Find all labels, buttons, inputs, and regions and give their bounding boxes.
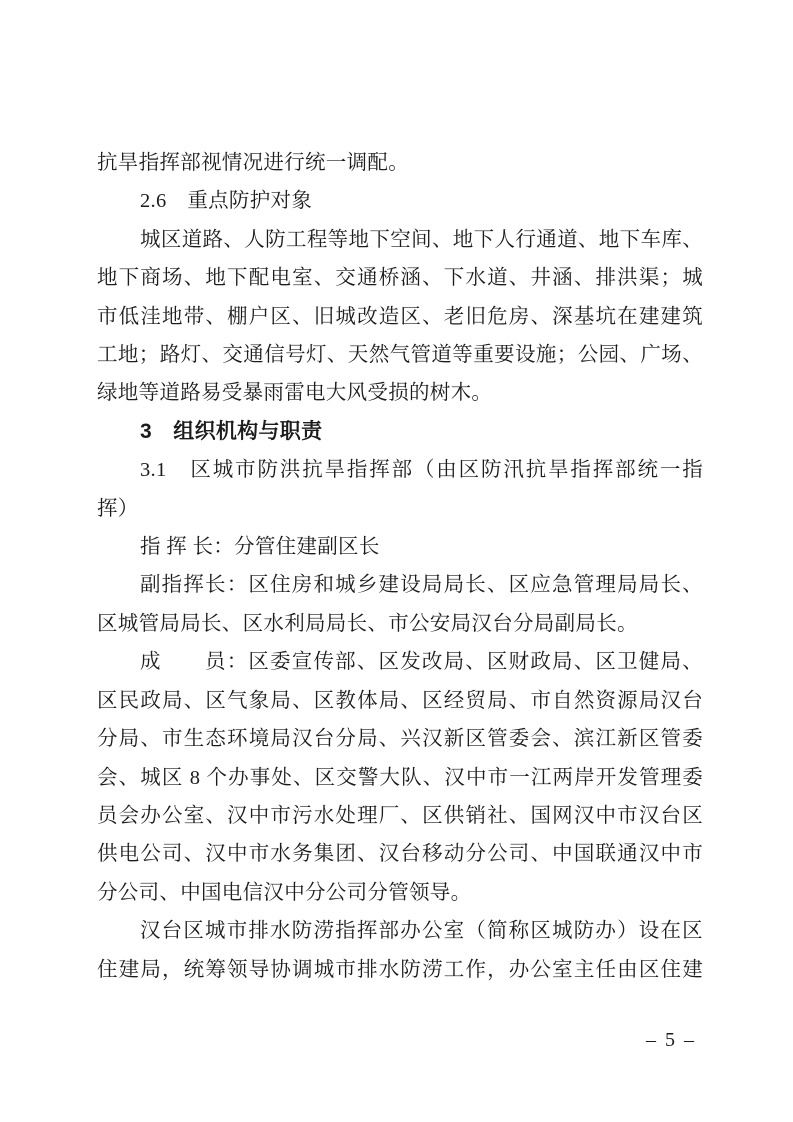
text-line: 员会办公室、汉中市污水处理厂、区供销社、国网汉中市汉台区 — [97, 804, 703, 827]
text-line: 绿地等道路易受暴雨雷电大风受损的树木。 — [97, 382, 493, 405]
text-line: 工地；路灯、交通信号灯、天然气管道等重要设施；公园、广场、 — [97, 344, 703, 367]
text-line: 副指挥长：区住房和城乡建设局局长、区应急管理局局长、 — [140, 574, 703, 597]
subsection-heading: 挥） — [97, 497, 139, 520]
text-line: 住建局，统筹领导协调城市排水防涝工作，办公室主任由区住建 — [97, 958, 703, 981]
text-line: 抗旱指挥部视情况进行统一调配。 — [97, 152, 409, 174]
text-line: 城区道路、人防工程等地下空间、地下人行通道、地下车库、 — [140, 228, 703, 251]
subsection-heading: 2.6 重点防护对象 — [140, 190, 313, 213]
text-line: 地下商场、地下配电室、交通桥涵、下水道、井涵、排洪渠；城 — [97, 267, 703, 290]
section-heading: 3 组织机构与职责 — [140, 419, 323, 443]
text-line: 区城管局局长、区水利局局长、市公安局汉台分局副局长。 — [97, 612, 638, 635]
text-line: 会、城区 8 个办事处、区交警大队、汉中市一江两岸开发管理委 — [97, 766, 703, 789]
text-line: 指 挥 长：分管住建副区长 — [140, 536, 380, 559]
text-line: 市低洼地带、棚户区、旧城改造区、老旧危房、深基坑在建建筑 — [97, 305, 703, 328]
text-line: 分局、市生态环境局汉台分局、兴汉新区管委会、滨江新区管委 — [97, 728, 703, 751]
subsection-heading: 3.1 区城市防洪抗旱指挥部（由区防汛抗旱指挥部统一指 — [140, 459, 703, 482]
text-line: 成 员：区委宣传部、区发改局、区财政局、区卫健局、 — [140, 651, 703, 674]
text-line: 分公司、中国电信汉中分公司分管领导。 — [97, 881, 472, 904]
text-line: 供电公司、汉中市水务集团、汉台移动分公司、中国联通汉中市 — [97, 843, 703, 866]
document-body — [97, 144, 703, 989]
page-number: – 5 – — [646, 1029, 696, 1051]
text-line: 区民政局、区气象局、区教体局、区经贸局、市自然资源局汉台 — [97, 689, 703, 712]
text-line: 汉台区城市排水防涝指挥部办公室（简称区城防办）设在区 — [140, 920, 703, 943]
